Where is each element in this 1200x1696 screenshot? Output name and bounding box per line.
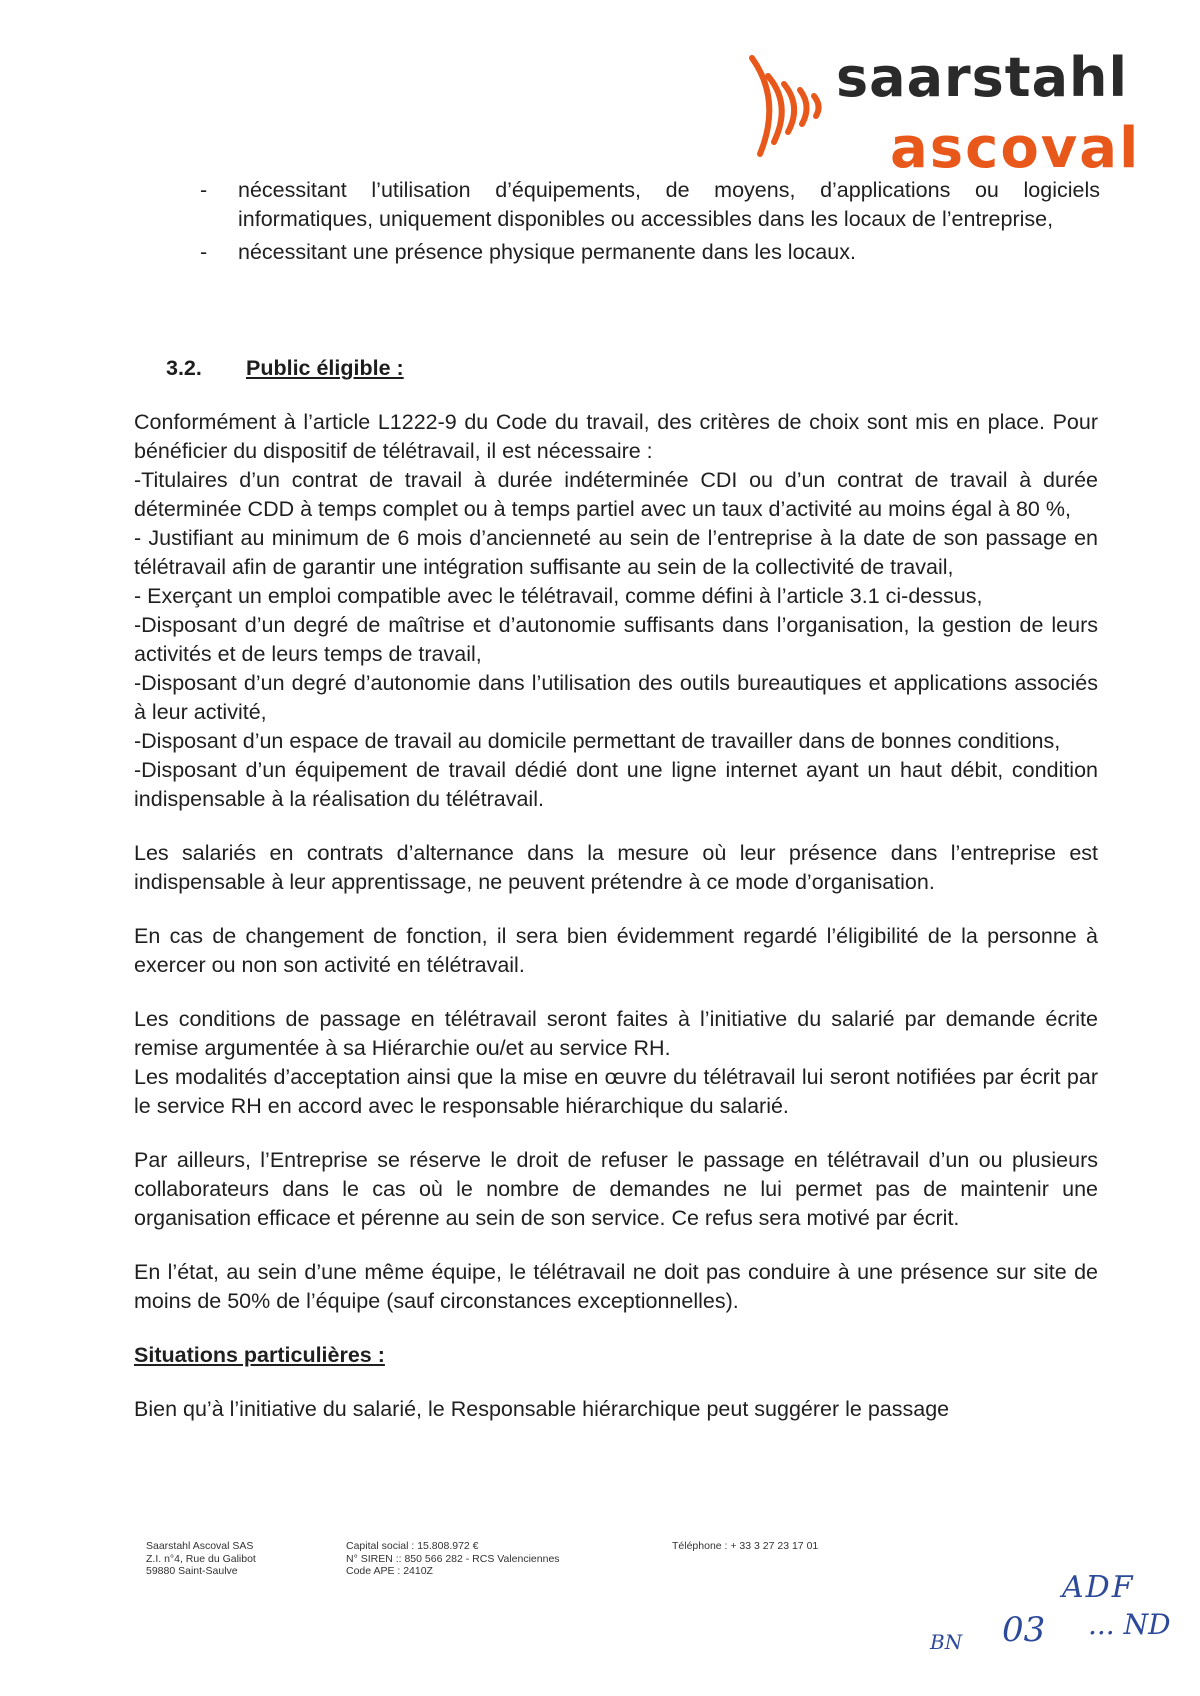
list-item: - Exerçant un emploi compatible avec le télétravail, comme défini à l’article 3.1 ci-dessus, (134, 584, 983, 608)
section-number: 3.2. (166, 356, 202, 380)
bullet-dash: - (200, 240, 208, 264)
footer-line: Code APE : 2410Z (346, 1565, 433, 1577)
section-title: Public éligible : (245, 356, 404, 380)
list-item: -Disposant d’un degré d’autonomie dans l’utilisation des outils bureautiques et applications associés à leur activité, (134, 671, 1098, 724)
handwritten-initials: BN (930, 1630, 963, 1654)
list-item (200, 176, 1100, 234)
conditions-paragraph: Les conditions de passage en télétravail seront faites à l’initiative du salarié par demande écrite remise argumentée à sa Hiérarchie ou/et au service RH. (134, 1007, 1098, 1060)
requirements-bullet-list (200, 176, 1100, 271)
footer-line: Téléphone : + 33 3 27 23 17 01 (672, 1540, 819, 1552)
list-item (200, 238, 1100, 267)
modalites-paragraph: Les modalités d’acceptation ainsi que la mise en œuvre du télétravail lui seront notifiées par écrit par le service RH en accord avec le responsable hiérarchique du salarié. (134, 1065, 1098, 1118)
criteria-list (134, 466, 1098, 814)
logo-name: saarstahl (836, 46, 1128, 109)
alternance-paragraph: Les salariés en contrats d’alternance dans la mesure où leur présence dans l’entreprise est indispensable à leur apprentissage, ne peuvent prétendre à ce mode d’organisation. (134, 841, 1098, 894)
eligibility-criteria (134, 408, 1098, 814)
footer-legal-info (346, 1540, 560, 1578)
situations-heading: Situations particulières : (134, 1343, 385, 1367)
list-item: -Disposant d’un équipement de travail dédié dont une ligne internet ayant un haut débit, condition indispensable à la réalisation du télétravail. (134, 758, 1098, 811)
handwritten-page-mark: 03 (1002, 1610, 1046, 1650)
footer-line: 59880 Saint-Saulve (146, 1565, 238, 1577)
saarstahl-arcs-icon (748, 50, 838, 160)
list-item: -Disposant d’un degré de maîtrise et d’autonomie suffisants dans l’organisation, la gestion de leurs activités et de leurs temps de travail, (134, 613, 1098, 666)
logo-subname: ascoval (890, 116, 1141, 181)
equipe-paragraph: En l’état, au sein d’une même équipe, le télétravail ne doit pas conduire à une présence sur site de moins de 50% de l’équipe (sauf circonstances exceptionnelles). (134, 1260, 1098, 1313)
company-logo (748, 40, 1141, 181)
list-item: -Disposant d’un espace de travail au domicile permettant de travailler dans de bonnes conditions, (134, 729, 1061, 753)
handwritten-initials: ... ND (1088, 1608, 1171, 1641)
footer-line: N° SIREN :: 850 566 282 - RCS Valenciennes (346, 1552, 560, 1565)
bullet-text: nécessitant l’utilisation d’équipements, de moyens, d’applications ou logiciels informatiques, uniquement disponibles ou accessibles dans les locaux de l’entreprise, (238, 178, 1100, 231)
section-heading (166, 356, 404, 381)
list-item: - Justifiant au minimum de 6 mois d’ancienneté au sein de l’entreprise à la date de son passage en télétravail afin de garantir une intégration suffisante au sein de la collectivité de travail, (134, 526, 1098, 579)
changement-paragraph: En cas de changement de fonction, il sera bien évidemment regardé l’éligibilité de la personne à exercer ou non son activité en télétravail. (134, 924, 1098, 977)
main-content (134, 408, 1098, 1424)
bullet-text: nécessitant une présence physique permanente dans les locaux. (238, 240, 856, 264)
footer-company-address (146, 1540, 256, 1578)
footer-line: Saarstahl Ascoval SAS (146, 1540, 254, 1552)
list-item: -Titulaires d’un contrat de travail à durée indéterminée CDI ou d’un contrat de travail à durée déterminée CDD à temps complet ou à temps partiel avec un taux d’activité au moins égal à 80 %, (134, 468, 1098, 521)
bullet-dash: - (200, 178, 208, 202)
handwritten-initials: ADF (1062, 1570, 1135, 1605)
intro-paragraph: Conformément à l’article L1222-9 du Code du travail, des critères de choix sont mis en place. Pour bénéficier du dispositif de télétravail, il est nécessaire : (134, 410, 1098, 463)
footer-line: Capital social : 15.808.972 € (346, 1540, 479, 1552)
footer-line: Z.I. n°4, Rue du Galibot (146, 1552, 256, 1565)
footer-phone (672, 1540, 818, 1553)
refus-paragraph: Par ailleurs, l’Entreprise se réserve le droit de refuser le passage en télétravail d’un ou plusieurs collaborateurs dans le cas où le nombre de demandes ne lui permet pas de maintenir une organisation efficace et pérenne au sein de son service. Ce refus sera motivé par écrit. (134, 1148, 1098, 1230)
situations-paragraph: Bien qu’à l’initiative du salarié, le Responsable hiérarchique peut suggérer le passage (134, 1397, 950, 1421)
